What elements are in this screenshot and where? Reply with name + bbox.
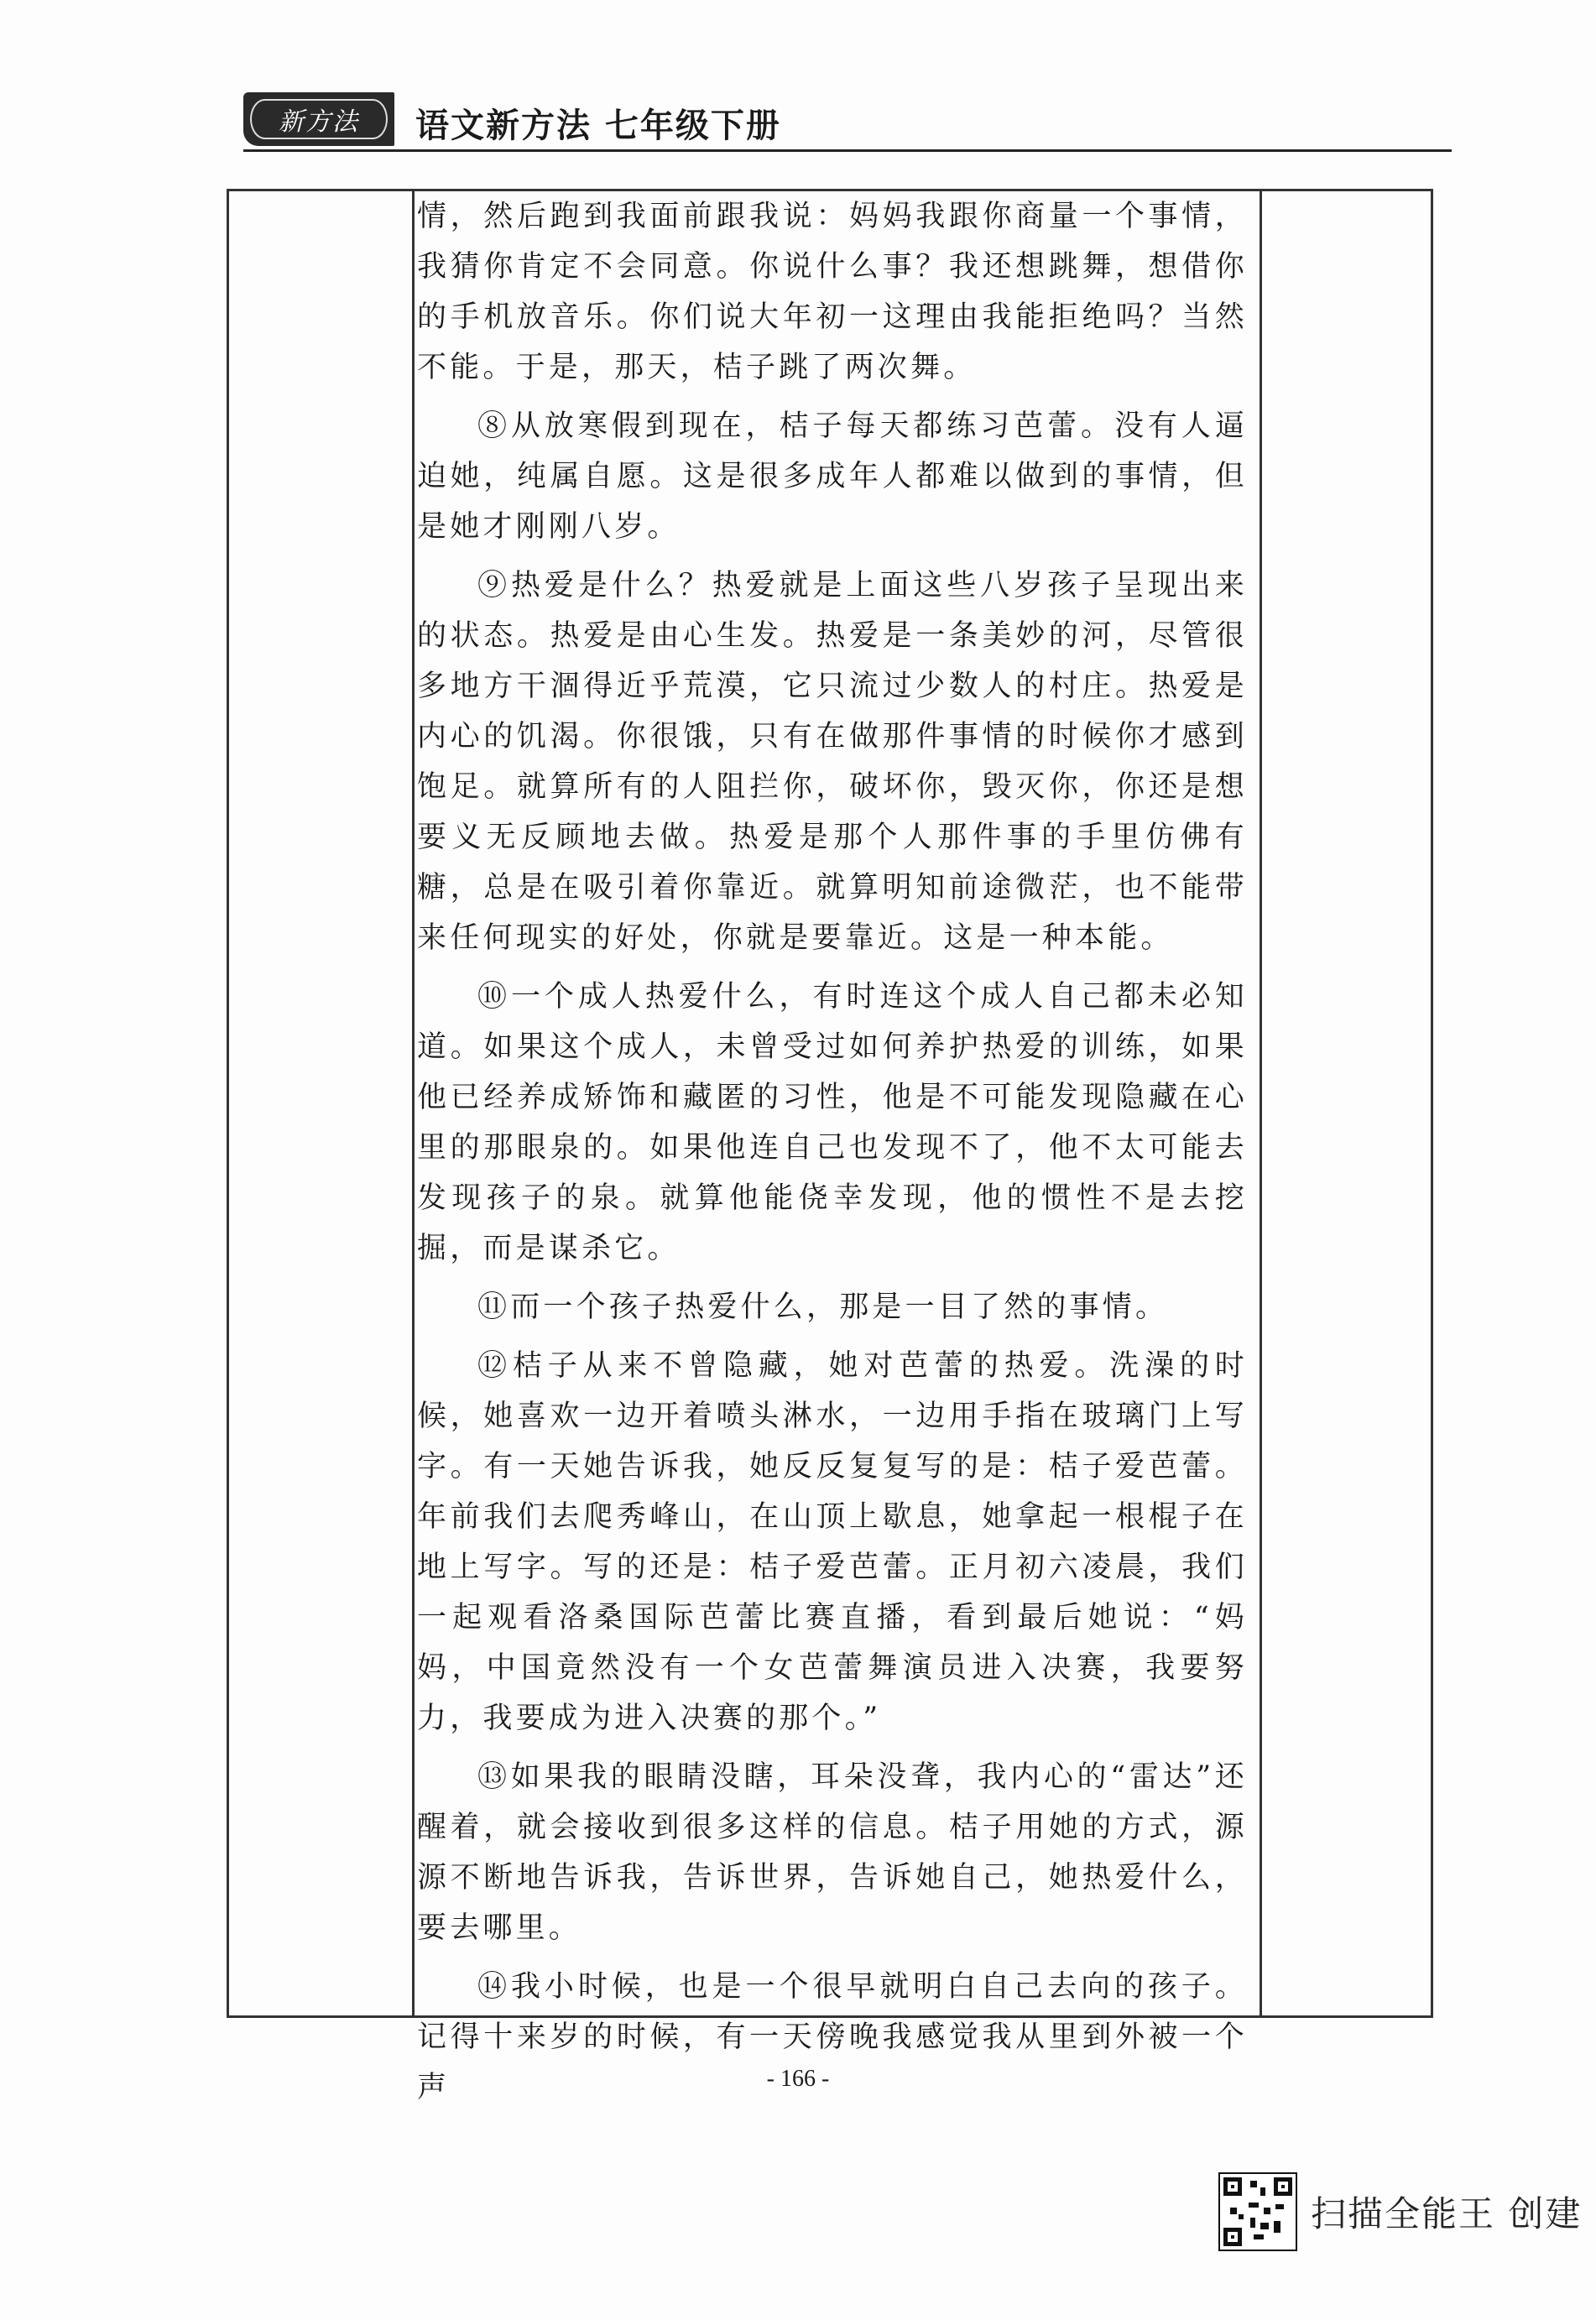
paragraph: 情，然后跑到我面前跟我说：妈妈我跟你商量一个事情，我猜你肯定不会同意。你说什么事？我还想跳舞，想借你的手机放音乐。你们说大年初一这理由我能拒绝吗？当然不能。于是，那天，桔子跳了两次舞。 [417, 200, 1248, 384]
left-column-divider [412, 191, 415, 2015]
page-header [243, 92, 1452, 151]
paragraph: ⑩一个成人热爱什么，有时连这个成人自己都未必知道。如果这个成人，未曾受过如何养护热爱的训练，如果他已经养成矫饰和藏匿的习性，他是不可能发现隐藏在心里的那眼泉的。如果他连自己也发现不了，他不太可能去发现孩子的泉。就算他能侥幸发现，他的惯性不是去挖掘，而是谋杀它。 [417, 980, 1248, 1265]
paragraph: ⑧从放寒假到现在，桔子每天都练习芭蕾。没有人逼迫她，纯属自愿。这是很多成年人都难以做到的事情，但是她才刚刚八岁。 [417, 409, 1248, 544]
logo-text: 新方法 [279, 107, 359, 137]
book-title: 语文新方法 七年级下册 [415, 107, 781, 145]
paragraph: ⑬如果我的眼睛没瞎，耳朵没聋，我内心的“雷达”还醒着，就会接收到很多这样的信息。桔子用她的方式，源源不断地告诉我，告诉世界，告诉她自己，她热爱什么，要去哪里。 [417, 1760, 1248, 1945]
paragraph: ⑨热爱是什么？热爱就是上面这些八岁孩子呈现出来的状态。热爱是由心生发。热爱是一条美妙的河，尽管很多地方干涸得近乎荒漠，它只流过少数人的村庄。热爱是内心的饥渴。你很饿，只有在做那件事情的时候你才感到饱足。就算所有的人阻拦你，破坏你，毁灭你，你还是想要义无反顾地去做。热爱是那个人那件事的手里仿佛有糖，总是在吸引着你靠近。就算明知前途微茫，也不能带来任何现实的好处，你就是要靠近。这是一种本能。 [417, 569, 1248, 955]
paragraph: ⑫桔子从来不曾隐藏，她对芭蕾的热爱。洗澡的时候，她喜欢一边开着喷头淋水，一边用手指在玻璃门上写字。有一天她告诉我，她反反复复写的是：桔子爱芭蕾。年前我们去爬秀峰山，在山顶上歇息，她拿起一根棍子在地上写字。写的还是：桔子爱芭蕾。正月初六凌晨，我们一起观看洛桑国际芭蕾比赛直播，看到最后她说：“妈妈，中国竟然没有一个女芭蕾舞演员进入决赛，我要努力，我要成为进入决赛的那个。” [417, 1349, 1248, 1735]
qr-code-icon [1218, 2172, 1297, 2251]
right-column-divider [1260, 191, 1262, 2015]
watermark-text: 扫描全能王 创建 [1311, 2192, 1583, 2234]
scanner-watermark [1218, 2171, 1582, 2251]
header-rule [243, 149, 1452, 152]
series-logo [243, 92, 394, 146]
page-number: - 166 - [766, 2066, 830, 2092]
paragraph: ⑪而一个孩子热爱什么，那是一目了然的事情。 [477, 1290, 1169, 1324]
paragraph: ⑭我小时候，也是一个很早就明白自己去向的孩子。记得十来岁的时候，有一天傍晚我感觉我从里到外被一个声 [417, 1970, 1248, 2104]
